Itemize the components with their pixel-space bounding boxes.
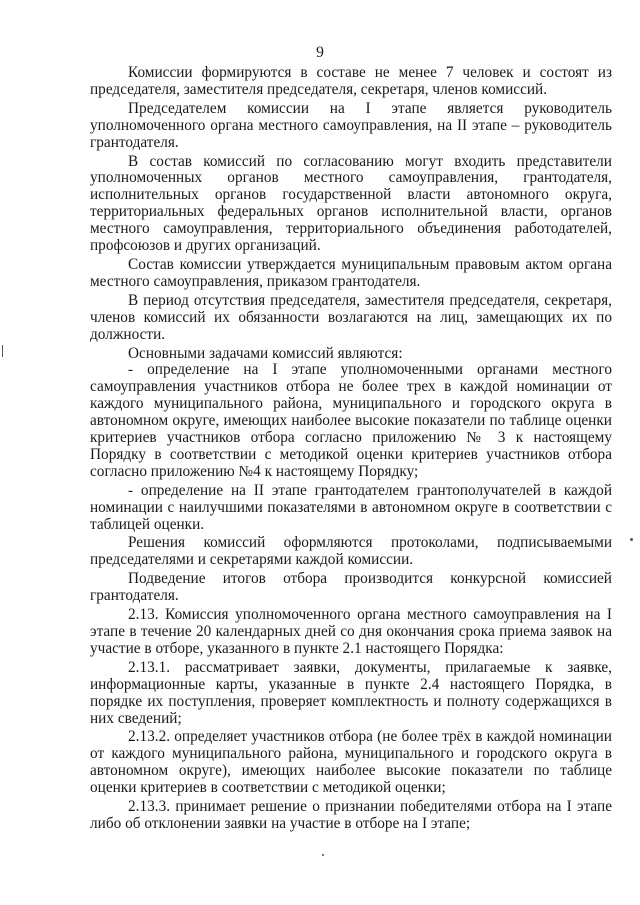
paragraph-task-stage-two: - определение на II этапе грантодателем грантополучателей в каждой номинации с наилучшими показателями в автономном округе в соответствии с таблицей оценки. xyxy=(90,481,612,533)
paragraph-commission-chair: Председателем комиссии на I этапе является руководитель уполномоченного органа местного самоуправления, на II этапе – руководитель грантодателя. xyxy=(90,99,612,151)
paragraph-clause-2-13-2: 2.13.2. определяет участников отбора (не более трёх в каждой номинации от каждого муниципального района, муниципального и городского округа в автономном округе), имеющих наиболее высокие показатели по таблице оценки критериев в соответствии с методикой оценки; xyxy=(90,728,612,797)
paragraph-commission-approval: Состав комиссии утверждается муниципальным правовым актом органа местного самоуправления, приказом грантодателя. xyxy=(90,255,612,290)
paragraph-results-summary: Подведение итогов отбора производится конкурсной комиссией грантодателя. xyxy=(90,570,612,605)
page-number: 9 xyxy=(316,44,324,61)
scan-dot-mark xyxy=(322,854,324,856)
document-body xyxy=(90,65,612,835)
paragraph-commission-members: В состав комиссий по согласованию могут входить представители уполномоченных органов местного самоуправления, грантодателя, исполнительных органов государственной власти автономного округа, территориальных федеральных органов исполнительной власти, органов местного самоуправления, территориального объединения работодателей, профсоюзов и других организаций. xyxy=(90,152,612,255)
paragraph-task-stage-one: - определение на I этапе уполномоченными органами местного самоуправления участников отбора не более трех в каждой номинации от каждого муниципального района, муниципального и городского округа в автономном округе, имеющих наиболее высокие показатели по таблице оценки критериев участников отбора согласно приложению № 3 к настоящему Порядку в соответствии с методикой оценки критериев участников отбора согласно приложению №4 к настоящему Порядку; xyxy=(90,361,612,480)
paragraph-clause-2-13-3: 2.13.3. принимает решение о признании победителями отбора на I этапе либо об отклонении заявки на участие в отборе на I этапе; xyxy=(90,798,612,832)
scan-dot-mark xyxy=(630,538,633,541)
paragraph-commission-absence: В период отсутствия председателя, заместителя председателя, секретаря, членов комиссий их обязанности возлагаются на лиц, замещающих их по должности. xyxy=(90,291,612,343)
paragraph-commission-decisions: Решения комиссий оформляются протоколами, подписываемыми председателями и секретарями каждой комиссии. xyxy=(90,534,612,569)
paragraph-commission-tasks-heading: Основными задачами комиссий являются: xyxy=(128,344,403,362)
paragraph-clause-2-13-1: 2.13.1. рассматривает заявки, документы, прилагаемые к заявке, информационные карты, указанные в пункте 2.4 настоящего Порядка, в порядке их поступления, проверяет комплектность и полноту содержащихся в них сведений; xyxy=(90,658,612,727)
paragraph-commission-composition: Комиссии формируются в составе не менее 7 человек и состоят из председателя, заместителя председателя, секретаря, членов комиссий. xyxy=(90,64,612,98)
scan-edge-mark xyxy=(2,345,3,357)
paragraph-clause-2-13: 2.13. Комиссия уполномоченного органа местного самоуправления на I этапе в течение 20 календарных дней со дня окончания срока приема заявок на участие в отборе, указанного в пункте 2.1 настоящего Порядка: xyxy=(90,606,612,657)
